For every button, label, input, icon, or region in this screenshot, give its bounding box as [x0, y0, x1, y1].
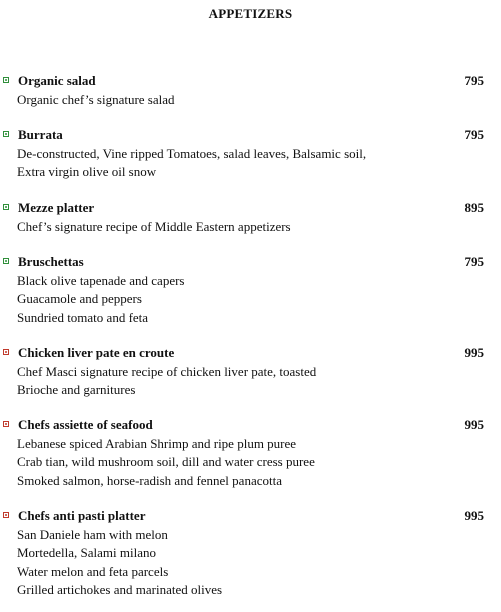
menu-item-chefs-anti-pasti-platter [0, 508, 501, 599]
item-name: Organic salad [18, 73, 96, 88]
item-description [0, 363, 487, 400]
description-line: Lebanese spiced Arabian Shrimp and ripe plum puree [17, 436, 297, 451]
veg-indicator-icon [3, 258, 9, 264]
item-price: 995 [464, 417, 484, 432]
item-description [0, 145, 487, 182]
item-description [0, 218, 487, 236]
description-line: Organic chef’s signature salad [17, 92, 175, 107]
item-description [0, 526, 487, 599]
item-name: Burrata [18, 127, 63, 142]
item-name: Chefs anti pasti platter [18, 508, 146, 523]
item-description [0, 91, 487, 109]
description-line: San Daniele ham with melon [17, 527, 168, 542]
veg-indicator-icon [3, 204, 9, 210]
item-name: Mezze platter [18, 200, 95, 215]
description-line: Grilled artichokes and marinated olives [17, 581, 223, 597]
nonveg-indicator-icon [3, 512, 9, 518]
description-line: Chef Masci signature recipe of chicken liver pate, toasted [17, 364, 317, 379]
description-line: De-constructed, Vine ripped Tomatoes, salad leaves, Balsamic soil, [17, 146, 367, 161]
item-name: Chefs assiette of seafood [18, 417, 153, 432]
menu-item-mezze-platter [0, 200, 501, 236]
veg-indicator-icon [3, 131, 9, 137]
menu-item-chefs-assiette-of-seafood [0, 417, 501, 490]
description-line: Guacamole and peppers [17, 291, 142, 307]
description-line: Sundried tomato and feta [17, 309, 149, 325]
nonveg-indicator-icon [3, 349, 9, 355]
nonveg-indicator-icon [3, 421, 9, 427]
item-price: 795 [464, 73, 484, 88]
item-name: Bruschettas [18, 254, 84, 269]
item-price: 995 [464, 345, 484, 360]
menu-item-organic-salad [0, 73, 501, 109]
menu-item-burrata [0, 127, 501, 182]
description-line: Mortedella, Salami milano [17, 545, 156, 561]
description-line: Extra virgin olive oil snow [17, 164, 157, 180]
item-name: Chicken liver pate en croute [18, 345, 175, 360]
description-line: Water melon and feta parcels [17, 563, 169, 579]
description-line: Black olive tapenade and capers [17, 273, 185, 288]
description-line: Smoked salmon, horse-radish and fennel panacotta [17, 472, 282, 488]
item-price: 795 [464, 127, 484, 142]
item-price: 795 [464, 254, 484, 269]
item-price: 895 [464, 200, 484, 215]
veg-indicator-icon [3, 77, 9, 83]
page-title: APPETIZERS [208, 6, 293, 21]
menu-item-bruschettas [0, 254, 501, 327]
menu-item-chicken-liver-pate [0, 345, 501, 400]
item-price: 995 [464, 508, 484, 523]
description-line: Chef’s signature recipe of Middle Eastern appetizers [17, 219, 291, 234]
description-line: Crab tian, wild mushroom soil, dill and water cress puree [17, 454, 315, 470]
item-description [0, 272, 487, 327]
item-description [0, 435, 487, 490]
description-line: Brioche and garnitures [17, 382, 136, 398]
